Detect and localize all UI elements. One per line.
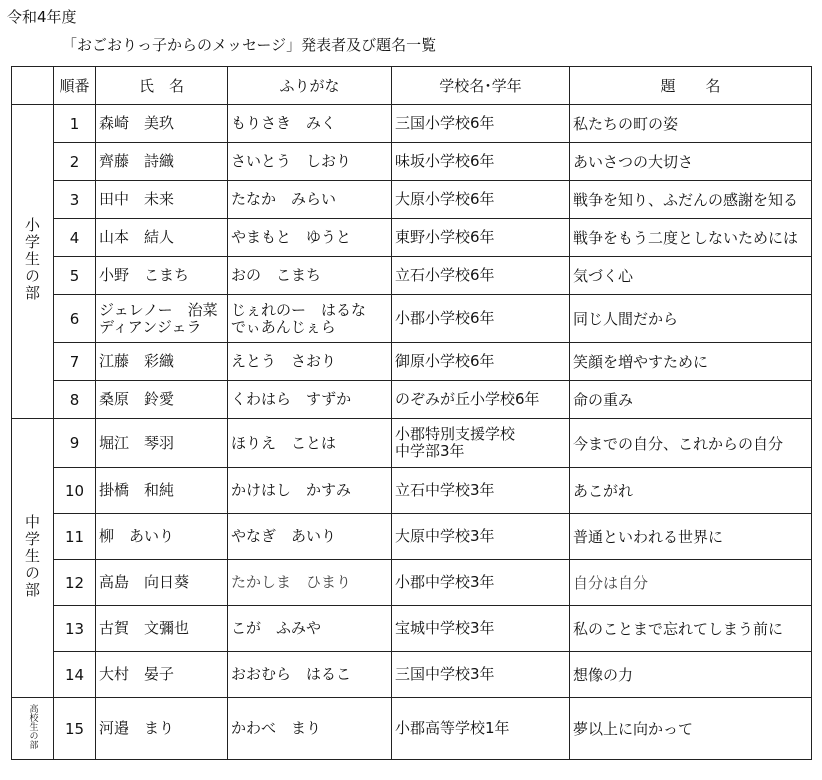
order-number: 15	[54, 698, 96, 760]
speech-topic: あいさつの大切さ	[570, 143, 812, 181]
speech-topic: 戦争を知り、ふだんの感謝を知る	[570, 181, 812, 219]
student-name: 桑原 鈴愛	[96, 381, 228, 419]
school-grade: 大原小学校6年	[392, 181, 570, 219]
student-kana: えとう さおり	[228, 343, 392, 381]
student-kana: もりさき みく	[228, 105, 392, 143]
school-grade: 三国中学校3年	[392, 652, 570, 698]
student-name: 高島 向日葵	[96, 560, 228, 606]
speech-topic: 普通といわれる世界に	[570, 514, 812, 560]
student-kana: こが ふみや	[228, 606, 392, 652]
table-row	[12, 257, 812, 295]
school-grade: 味坂小学校6年	[392, 143, 570, 181]
school-grade: のぞみが丘小学校6年	[392, 381, 570, 419]
section-label-cell	[12, 419, 54, 698]
year-label: 令和4年度	[7, 8, 77, 26]
header-name: 氏 名	[96, 67, 228, 105]
school-grade: 御原小学校6年	[392, 343, 570, 381]
order-number: 13	[54, 606, 96, 652]
section-label: 小学生の部	[23, 217, 41, 302]
speech-topic: 私のことまで忘れてしまう前に	[570, 606, 812, 652]
table-row	[12, 606, 812, 652]
section-label: 高校生の部	[27, 704, 38, 749]
school-grade: 三国小学校6年	[392, 105, 570, 143]
speech-topic: 戦争をもう二度としないためには	[570, 219, 812, 257]
order-number: 5	[54, 257, 96, 295]
order-number: 2	[54, 143, 96, 181]
student-kana: くわはら すずか	[228, 381, 392, 419]
speech-topic: 命の重み	[570, 381, 812, 419]
school-grade: 小郡特別支援学校 中学部3年	[392, 419, 570, 468]
header-category	[12, 67, 54, 105]
table-row	[12, 343, 812, 381]
student-kana: かわべ まり	[228, 698, 392, 760]
page-title: 「おごおりっ子からのメッセージ」発表者及び題名一覧	[62, 36, 437, 54]
order-number: 10	[54, 468, 96, 514]
school-grade: 立石中学校3年	[392, 468, 570, 514]
speech-topic: 今までの自分、これからの自分	[570, 419, 812, 468]
student-name: 大村 晏子	[96, 652, 228, 698]
table-row	[12, 143, 812, 181]
speech-topic: 自分は自分	[570, 560, 812, 606]
order-number: 14	[54, 652, 96, 698]
student-kana: やまもと ゆうと	[228, 219, 392, 257]
speech-topic: 笑顔を増やすために	[570, 343, 812, 381]
student-name: 掛橋 和純	[96, 468, 228, 514]
section-label-cell	[12, 698, 54, 760]
header-order: 順番	[54, 67, 96, 105]
table-row	[12, 219, 812, 257]
table-row	[12, 105, 812, 143]
student-name: 齊藤 詩織	[96, 143, 228, 181]
order-number: 12	[54, 560, 96, 606]
student-kana: ほりえ ことは	[228, 419, 392, 468]
school-grade: 立石小学校6年	[392, 257, 570, 295]
table-header-row	[12, 67, 812, 105]
student-kana: じぇれのー はるな でぃあんじぇら	[228, 295, 392, 343]
header-school: 学校名･学年	[392, 67, 570, 105]
table-row	[12, 419, 812, 468]
student-name: 古賀 文彌也	[96, 606, 228, 652]
school-grade: 小郡小学校6年	[392, 295, 570, 343]
table-row	[12, 560, 812, 606]
order-number: 8	[54, 381, 96, 419]
order-number: 7	[54, 343, 96, 381]
section-label: 中学生の部	[23, 513, 41, 599]
speech-topic: 同じ人間だから	[570, 295, 812, 343]
school-grade: 大原中学校3年	[392, 514, 570, 560]
student-kana: たなか みらい	[228, 181, 392, 219]
header-topic: 題 名	[570, 67, 812, 105]
student-name: ジェレノー 治菜 ディアンジェラ	[96, 295, 228, 343]
table-row	[12, 652, 812, 698]
section-label-cell	[12, 105, 54, 419]
order-number: 4	[54, 219, 96, 257]
speech-topic: 夢以上に向かって	[570, 698, 812, 760]
student-name: 森崎 美玖	[96, 105, 228, 143]
school-grade: 宝城中学校3年	[392, 606, 570, 652]
school-grade: 小郡高等学校1年	[392, 698, 570, 760]
order-number: 9	[54, 419, 96, 468]
table-row	[12, 514, 812, 560]
order-number: 1	[54, 105, 96, 143]
table-row	[12, 295, 812, 343]
student-name: 堀江 琴羽	[96, 419, 228, 468]
table-row	[12, 468, 812, 514]
header-kana: ふりがな	[228, 67, 392, 105]
student-kana: やなぎ あいり	[228, 514, 392, 560]
student-name: 柳 あいり	[96, 514, 228, 560]
student-name: 河邉 まり	[96, 698, 228, 760]
order-number: 6	[54, 295, 96, 343]
student-name: 山本 結人	[96, 219, 228, 257]
school-grade: 東野小学校6年	[392, 219, 570, 257]
student-kana: おの こまち	[228, 257, 392, 295]
presenter-table	[11, 66, 812, 760]
table-row	[12, 181, 812, 219]
table-row	[12, 698, 812, 760]
student-kana: さいとう しおり	[228, 143, 392, 181]
school-grade: 小郡中学校3年	[392, 560, 570, 606]
order-number: 3	[54, 181, 96, 219]
speech-topic: 想像の力	[570, 652, 812, 698]
student-kana: たかしま ひまり	[228, 560, 392, 606]
order-number: 11	[54, 514, 96, 560]
student-kana: おおむら はるこ	[228, 652, 392, 698]
student-name: 江藤 彩織	[96, 343, 228, 381]
speech-topic: 私たちの町の姿	[570, 105, 812, 143]
table-row	[12, 381, 812, 419]
student-kana: かけはし かすみ	[228, 468, 392, 514]
student-name: 田中 未来	[96, 181, 228, 219]
speech-topic: あこがれ	[570, 468, 812, 514]
speech-topic: 気づく心	[570, 257, 812, 295]
student-name: 小野 こまち	[96, 257, 228, 295]
